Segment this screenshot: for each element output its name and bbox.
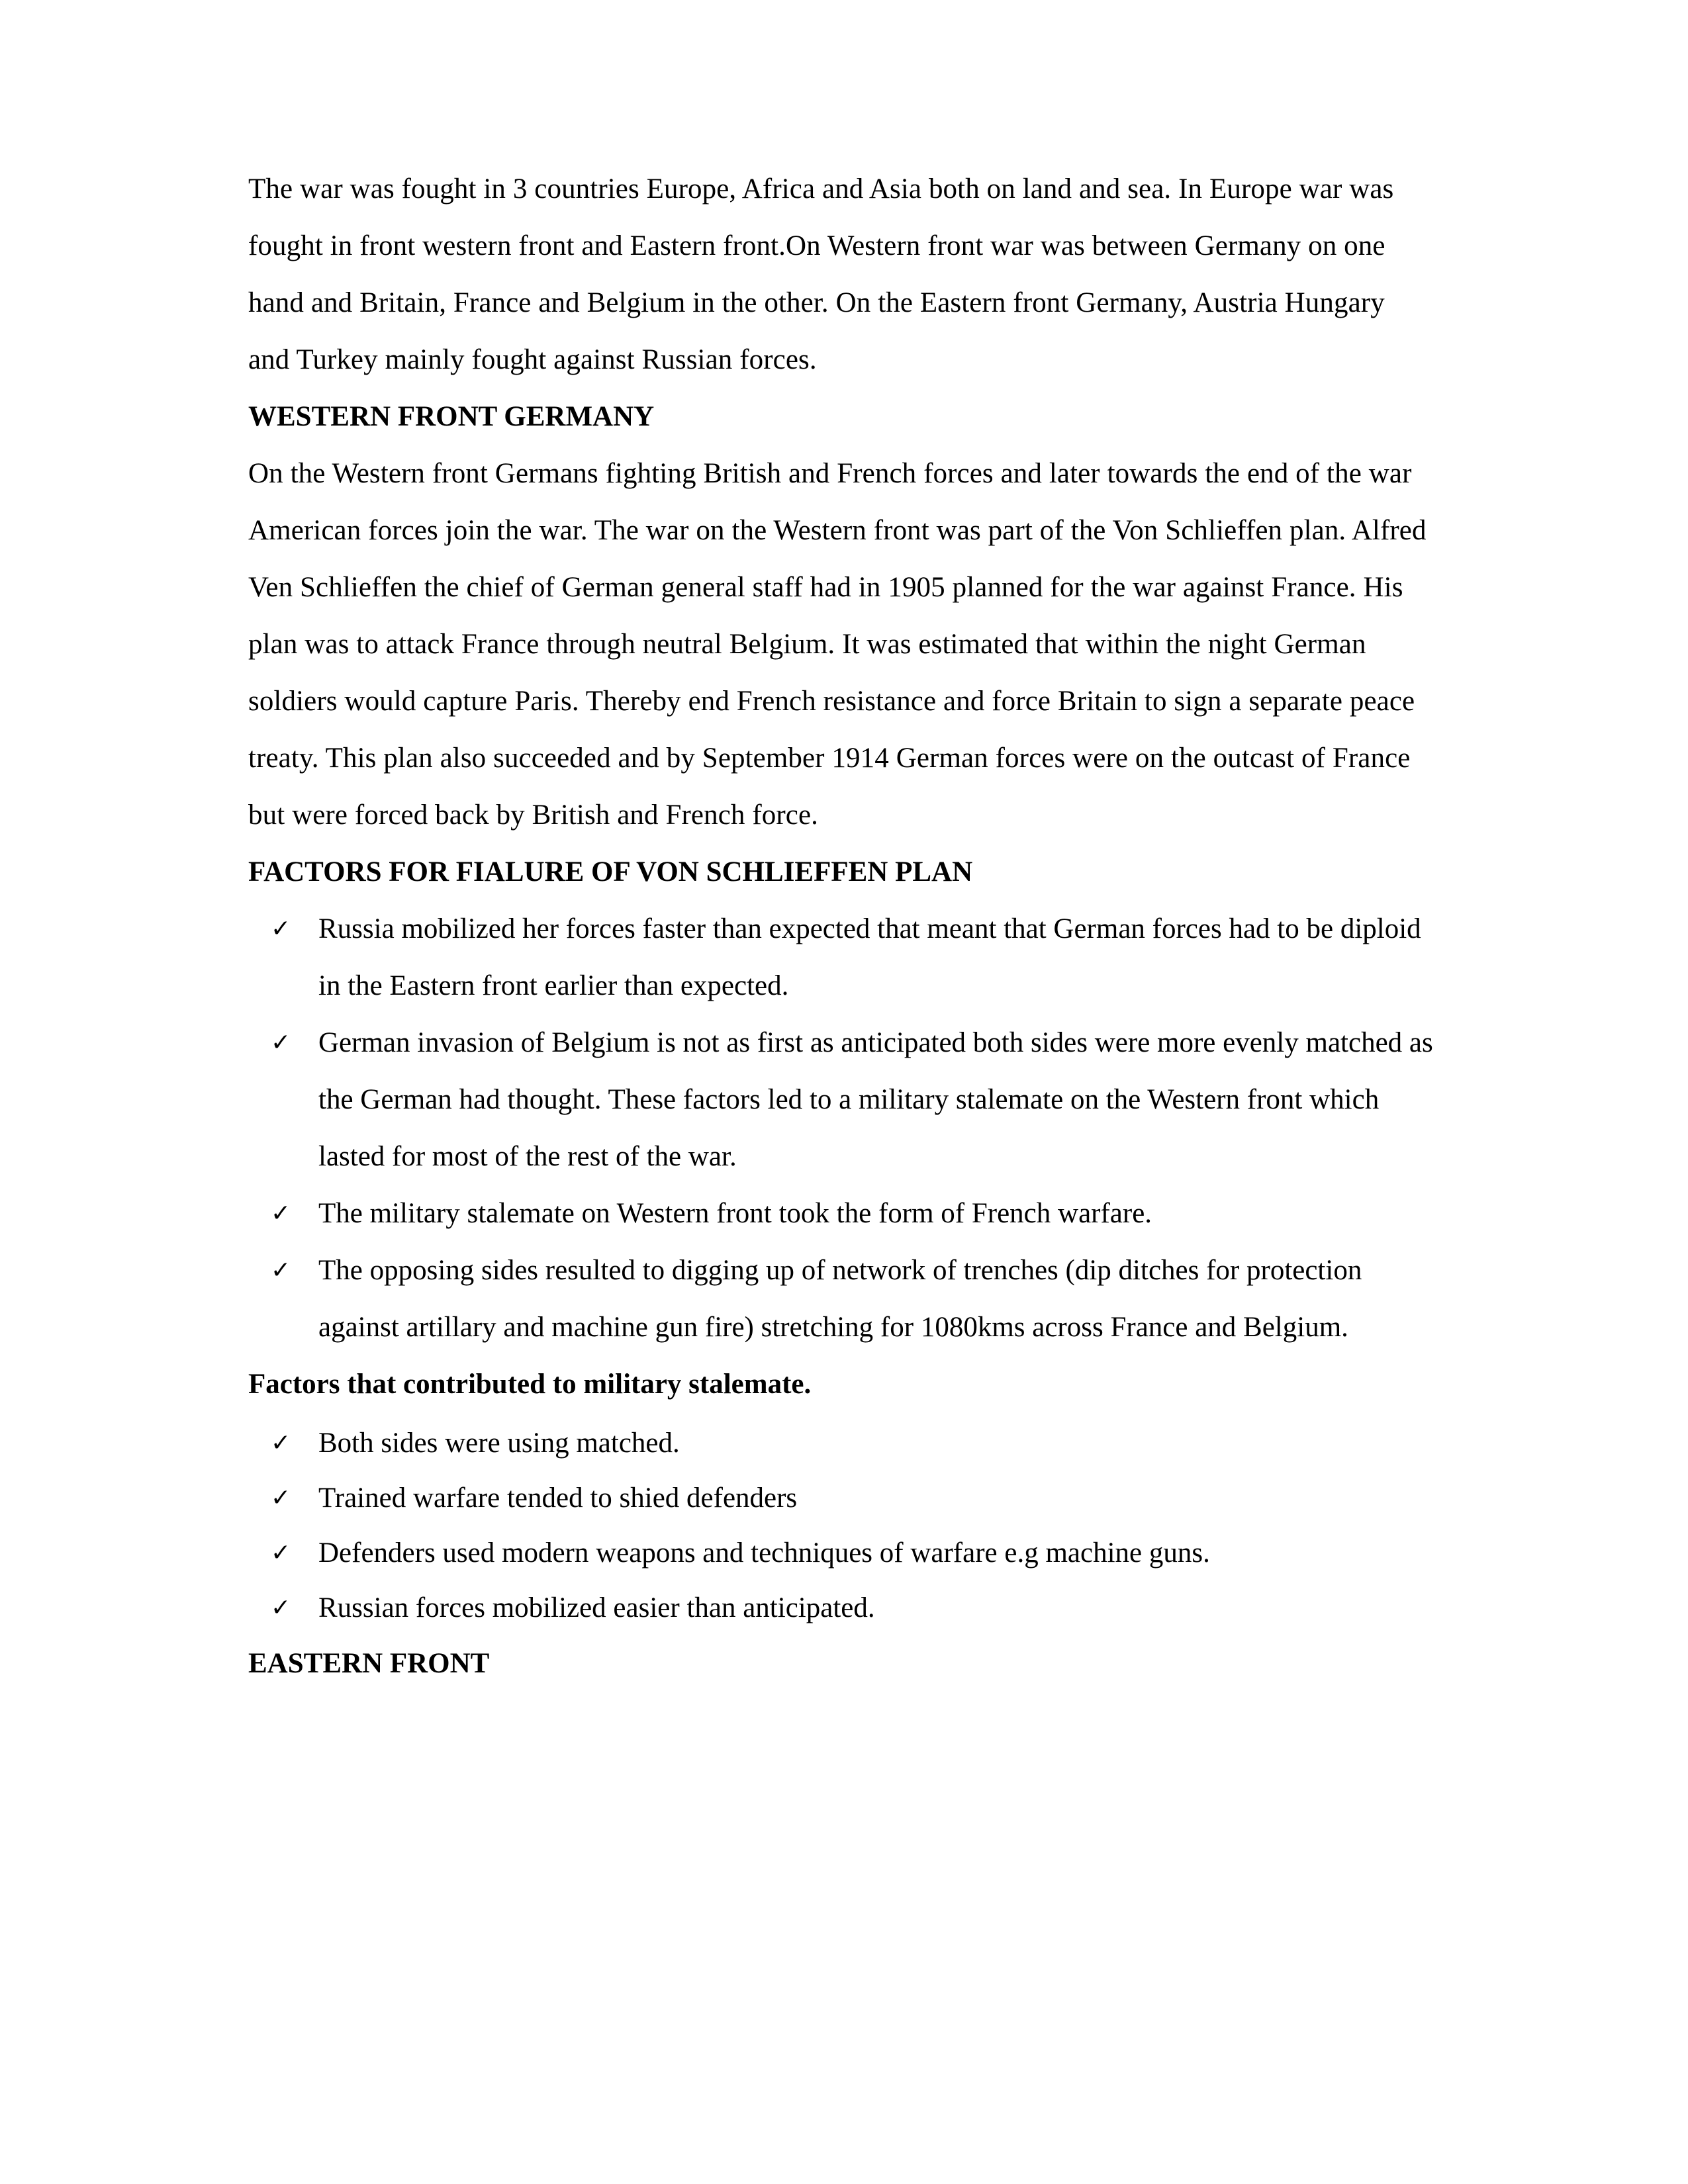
- check-icon: ✓: [271, 1029, 291, 1056]
- list-item: [248, 1416, 1433, 1471]
- list-item-label: German invasion of Belgium is not as first as anticipated both sides were more evenly matched as the German had thought. These factors led to a military stalemate on the Western front which lasted for most of the rest of the war.: [318, 1027, 1433, 1172]
- check-icon: ✓: [271, 1594, 291, 1621]
- section-heading-western-front-germany: WESTERN FRONT GERMANY: [248, 401, 655, 432]
- check-icon: ✓: [271, 1430, 291, 1457]
- list-item-label: Defenders used modern weapons and techniques of warfare e.g machine guns.: [318, 1537, 1210, 1569]
- list-item-label: The opposing sides resulted to digging up of network of trenches (dip ditches for protection against artillary and machine gun fire) stretching for 1080kms across France and Belgium.: [318, 1255, 1362, 1343]
- check-icon: ✓: [271, 1484, 291, 1512]
- check-icon: ✓: [271, 1539, 291, 1567]
- intro-paragraph: The war was fought in 3 countries Europe, Africa and Asia both on land and sea. In Europe war was fought in front western front and Eastern front.On Western front war was between Germany on one hand and Britain, France and Belgium in the other. On the Eastern front Germany, Austria Hungary and Turkey mainly fought against Russian forces.: [248, 173, 1394, 375]
- section-heading-eastern-front: EASTERN FRONT: [248, 1648, 490, 1679]
- check-icon: ✓: [271, 1200, 291, 1227]
- list-item: [248, 1580, 1433, 1635]
- list-item: [248, 1185, 1433, 1242]
- list-item-label: Both sides were using matched.: [318, 1428, 680, 1459]
- check-icon: ✓: [271, 915, 291, 942]
- check-icon: ✓: [271, 1257, 291, 1284]
- list-item: [248, 1242, 1433, 1356]
- western-front-paragraph: On the Western front Germans fighting British and French forces and later towards the end of the war American forces join the war. The war on the Western front was part of the Von Schlieffen plan. Alfred Ven Schlieffen the chief of German general staff had in 1905 planned for the war against France. His plan was to attack France through neutral Belgium. It was estimated that within the night German soldiers would capture Paris. Thereby end French resistance and force Britain to sign a separate peace treaty. This plan also succeeded and by September 1914 German forces were on the outcast of France but were forced back by British and French force.: [248, 458, 1427, 831]
- factors-for-failure-list: [248, 901, 1433, 1356]
- list-item-label: Trained warfare tended to shied defenders: [318, 1482, 798, 1514]
- document-body: [248, 161, 1433, 1692]
- list-item: [248, 901, 1433, 1015]
- list-item-label: The military stalemate on Western front took the form of French warfare.: [318, 1198, 1152, 1229]
- list-item: [248, 1471, 1433, 1525]
- section-heading-factors-for-failure: FACTORS FOR FIALURE OF VON SCHLIEFFEN PLAN: [248, 856, 973, 887]
- list-item-label: Russian forces mobilized easier than anticipated.: [318, 1592, 875, 1623]
- military-stalemate-list: [248, 1416, 1433, 1635]
- list-item: [248, 1525, 1433, 1580]
- list-item-label: Russia mobilized her forces faster than expected that meant that German forces had to be diploid in the Eastern front earlier than expected.: [318, 913, 1421, 1001]
- section-heading-factors-military-stalemate: Factors that contributed to military stalemate.: [248, 1369, 812, 1400]
- list-item: [248, 1015, 1433, 1185]
